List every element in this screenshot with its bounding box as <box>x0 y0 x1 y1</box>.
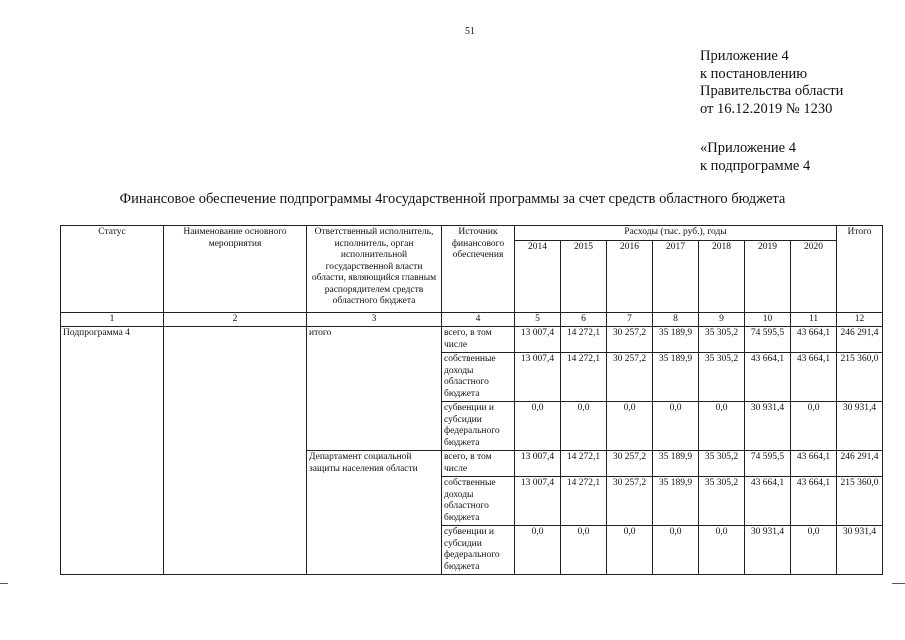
appendix-sub-block <box>700 140 810 175</box>
header-year: 2018 <box>699 240 745 312</box>
value-cell: 43 664,1 <box>791 477 837 526</box>
value-cell: 0,0 <box>561 526 607 575</box>
appendix-line: от 16.12.2019 № 1230 <box>700 100 833 117</box>
total-cell: 215 360,0 <box>837 353 883 402</box>
column-number: 2 <box>164 312 307 327</box>
appendix-block <box>700 48 843 118</box>
column-number: 11 <box>791 312 837 327</box>
column-number: 7 <box>607 312 653 327</box>
source-cell: субвенции и субсидии федерального бюджета <box>442 402 515 451</box>
header-total: Итого <box>837 226 883 313</box>
value-cell: 43 664,1 <box>791 327 837 353</box>
value-cell: 35 189,9 <box>653 477 699 526</box>
column-number: 8 <box>653 312 699 327</box>
value-cell: 30 257,2 <box>607 477 653 526</box>
source-cell: собственные доходы областного бюджета <box>442 477 515 526</box>
header-measure: Наименование основного мероприятия <box>164 226 307 313</box>
value-cell: 13 007,4 <box>515 327 561 353</box>
value-cell: 0,0 <box>515 402 561 451</box>
value-cell: 0,0 <box>699 402 745 451</box>
header-status: Статус <box>61 226 164 313</box>
value-cell: 43 664,1 <box>745 477 791 526</box>
page-edge-mark-right <box>892 583 905 584</box>
value-cell: 0,0 <box>607 526 653 575</box>
source-cell: всего, в том числе <box>442 451 515 477</box>
source-cell: собственные доходы областного бюджета <box>442 353 515 402</box>
value-cell: 30 257,2 <box>607 451 653 477</box>
page-edge-mark-left <box>0 583 8 584</box>
header-year: 2016 <box>607 240 653 312</box>
table-row <box>61 327 883 353</box>
total-cell: 246 291,4 <box>837 451 883 477</box>
finance-table <box>60 225 883 575</box>
total-cell: 215 360,0 <box>837 477 883 526</box>
value-cell: 35 189,9 <box>653 353 699 402</box>
header-row <box>61 226 883 241</box>
value-cell: 30 931,4 <box>745 402 791 451</box>
value-cell: 30 257,2 <box>607 353 653 402</box>
value-cell: 35 305,2 <box>699 477 745 526</box>
value-cell: 14 272,1 <box>561 451 607 477</box>
value-cell: 43 664,1 <box>745 353 791 402</box>
value-cell: 74 595,5 <box>745 327 791 353</box>
header-executor: Ответственный исполнитель, исполнитель, орган исполнительной государственной власти области, являющийся главным распорядителем средств областного бюджета <box>307 226 442 313</box>
value-cell: 43 664,1 <box>791 451 837 477</box>
value-cell: 14 272,1 <box>561 327 607 353</box>
appendix-line: к постановлению <box>700 65 808 82</box>
header-expenses: Расходы (тыс. руб.), годы <box>515 226 837 241</box>
value-cell: 35 305,2 <box>699 353 745 402</box>
column-number-row <box>61 312 883 327</box>
header-year: 2017 <box>653 240 699 312</box>
header-source: Источник финансового обеспечения <box>442 226 515 313</box>
source-cell: всего, в том числе <box>442 327 515 353</box>
appendix-line: Приложение 4 <box>700 48 789 64</box>
total-cell: 246 291,4 <box>837 327 883 353</box>
value-cell: 35 305,2 <box>699 451 745 477</box>
header-year: 2020 <box>791 240 837 312</box>
header-year: 2015 <box>561 240 607 312</box>
appendix-line: Правительства области <box>700 83 844 99</box>
value-cell: 13 007,4 <box>515 477 561 526</box>
column-number: 3 <box>307 312 442 327</box>
value-cell: 35 189,9 <box>653 451 699 477</box>
column-number: 1 <box>61 312 164 327</box>
value-cell: 30 257,2 <box>607 327 653 353</box>
total-cell: 30 931,4 <box>837 402 883 451</box>
value-cell: 14 272,1 <box>561 477 607 526</box>
status-cell: Подпрограмма 4 <box>61 327 164 575</box>
executor-cell: Департамент социальной защиты населения области <box>307 451 442 575</box>
value-cell: 0,0 <box>561 402 607 451</box>
value-cell: 35 189,9 <box>653 327 699 353</box>
executor-cell: итого <box>307 327 442 451</box>
value-cell: 43 664,1 <box>791 353 837 402</box>
value-cell: 0,0 <box>791 526 837 575</box>
column-number: 9 <box>699 312 745 327</box>
measure-cell <box>164 327 307 575</box>
column-number: 5 <box>515 312 561 327</box>
header-year: 2014 <box>515 240 561 312</box>
column-number: 6 <box>561 312 607 327</box>
appendix-sub-line: к подпрограмме 4 <box>700 157 811 174</box>
value-cell: 0,0 <box>699 526 745 575</box>
value-cell: 30 931,4 <box>745 526 791 575</box>
column-number: 10 <box>745 312 791 327</box>
source-cell: субвенции и субсидии федерального бюджета <box>442 526 515 575</box>
header-year: 2019 <box>745 240 791 312</box>
document-title: Финансовое обеспечение подпрограммы 4государственной программы за счет средств областного бюджета <box>119 191 786 207</box>
value-cell: 14 272,1 <box>561 353 607 402</box>
value-cell: 0,0 <box>653 402 699 451</box>
value-cell: 0,0 <box>653 526 699 575</box>
page-number: 51 <box>465 26 475 37</box>
appendix-sub-line: «Приложение 4 <box>700 140 796 156</box>
value-cell: 0,0 <box>607 402 653 451</box>
value-cell: 13 007,4 <box>515 353 561 402</box>
value-cell: 35 305,2 <box>699 327 745 353</box>
value-cell: 0,0 <box>791 402 837 451</box>
value-cell: 74 595,5 <box>745 451 791 477</box>
column-number: 4 <box>442 312 515 327</box>
value-cell: 0,0 <box>515 526 561 575</box>
total-cell: 30 931,4 <box>837 526 883 575</box>
value-cell: 13 007,4 <box>515 451 561 477</box>
column-number: 12 <box>837 312 883 327</box>
